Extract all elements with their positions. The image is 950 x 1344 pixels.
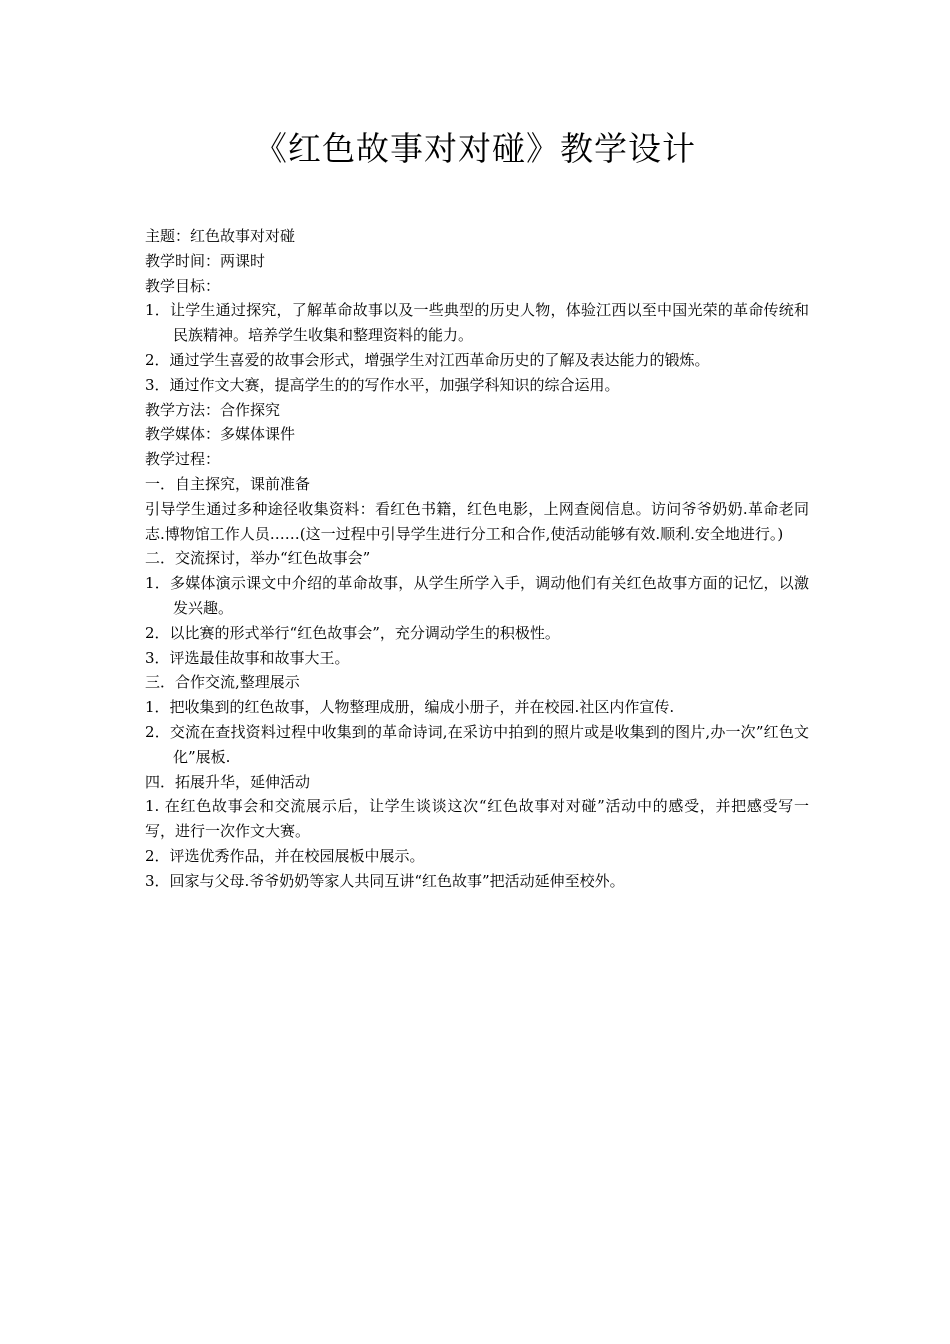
section-heading: 三．合作交流,整理展示 [145, 673, 300, 692]
topic-line: 主题：红色故事对对碰 [145, 227, 296, 245]
method-line: 教学方法：合作探究 [145, 400, 281, 419]
media-line: 教学媒体：多媒体课件 [145, 425, 296, 444]
list-item: 2．以比赛的形式举行“红色故事会”，充分调动学生的积极性。 [145, 623, 560, 642]
section-heading: 四．拓展升华，延伸活动 [145, 772, 311, 791]
objective-item: 1．让学生通过探究，了解革命故事以及一些典型的历史人物，体验江西以至中国光荣的革命传统和民族精神。培养学生收集和整理资料的能力。 [145, 301, 809, 345]
document-body [145, 224, 809, 894]
document-title: 《红色故事对对碰》教学设计 [254, 129, 696, 168]
list-item: 1. 在红色故事会和交流展示后，让学生谈谈这次“红色故事对对碰”活动中的感受，并把感受写一写，进行一次作文大赛。 [145, 797, 809, 841]
section-heading: 二．交流探讨，举办“红色故事会” [145, 549, 371, 568]
list-item: 1．把收集到的红色故事，人物整理成册，编成小册子，并在校园.社区内作宣传. [145, 698, 675, 717]
list-item: 3．评选最佳故事和故事大王。 [145, 648, 350, 667]
time-line: 教学时间：两课时 [145, 251, 266, 270]
objectives-heading: 教学目标： [145, 276, 221, 295]
list-item: 1．多媒体演示课文中介绍的革命故事，从学生所学入手，调动他们有关红色故事方面的记忆，以激发兴趣。 [145, 574, 809, 617]
list-item: 2．交流在查找资料过程中收集到的革命诗词,在采访中拍到的照片或是收集到的图片,办一次”红色文化”展板. [145, 722, 809, 766]
list-item: 2．评选优秀作品，并在校园展板中展示。 [145, 846, 425, 865]
list-item: 3．回家与父母.爷爷奶奶等家人共同互讲“红色故事”把活动延伸至校外。 [145, 871, 625, 890]
section-paragraph: 引导学生通过多种途径收集资料：看红色书籍，红色电影，上网查阅信息。访问爷爷奶奶.革命老同志.博物馆工作人员……(这一过程中引导学生进行分工和合作,使活动能够有效.顺利.安全地进行。) [145, 499, 809, 543]
objective-item: 3．通过作文大赛，提高学生的的写作水平，加强学科知识的综合运用。 [145, 375, 620, 394]
process-heading: 教学过程： [145, 450, 221, 469]
objective-item: 2．通过学生喜爱的故事会形式，增强学生对江西革命历史的了解及表达能力的锻炼。 [145, 350, 710, 369]
section-heading: 一．自主探究，课前准备 [145, 474, 311, 493]
